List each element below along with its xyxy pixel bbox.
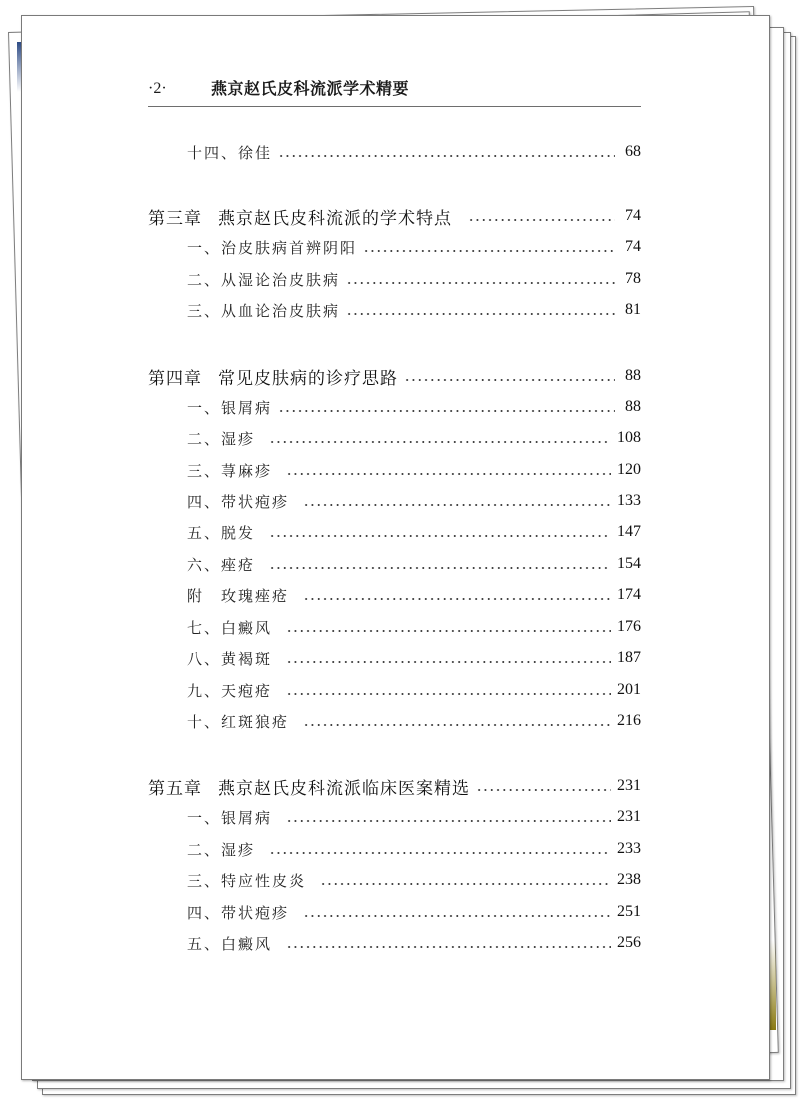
toc-entry-label: 三、荨麻疹 [187, 461, 273, 480]
dot-leader [278, 155, 615, 157]
toc-entry-page: 176 [617, 618, 641, 635]
toc-entry-page: 133 [617, 492, 641, 509]
chapter-name: 燕京赵氏皮科流派临床医案精选 [218, 778, 470, 799]
toc-entry-page: 238 [617, 871, 641, 888]
toc-entry-page: 233 [617, 840, 641, 857]
dot-leader [303, 504, 611, 506]
toc-entry-label: 四、带状疱疹 [187, 903, 290, 922]
dot-leader [269, 567, 611, 569]
dot-leader [363, 250, 615, 252]
toc-entry-page: 216 [617, 712, 641, 729]
toc-entry[interactable] [187, 646, 641, 670]
dot-leader [303, 915, 611, 917]
toc-entry[interactable] [187, 837, 641, 861]
running-head [148, 78, 641, 107]
dot-leader [286, 661, 611, 663]
toc-entry-label: 十、红斑狼疮 [187, 712, 290, 731]
toc-entry-page: 88 [625, 398, 641, 415]
dot-leader [286, 630, 611, 632]
dot-leader [269, 535, 611, 537]
toc-entry-page: 147 [617, 523, 641, 540]
toc-entry-page: 201 [617, 681, 641, 698]
toc-entry-page: 154 [617, 555, 641, 572]
toc-entry[interactable] [187, 900, 641, 924]
dot-leader [468, 219, 615, 221]
toc-chapter-heading[interactable] [148, 364, 641, 388]
toc-entry-page: 74 [625, 207, 641, 224]
toc-entry-label: 五、脱发 [187, 523, 256, 542]
chapter-number: 第四章 [148, 368, 202, 389]
toc-entry[interactable] [187, 140, 641, 164]
toc-entry[interactable] [187, 235, 641, 259]
toc-chapter-heading[interactable] [148, 204, 641, 228]
toc-entry[interactable] [187, 583, 641, 607]
dot-leader [269, 441, 611, 443]
page-folio: ·2· [148, 80, 167, 97]
toc-entry-label: 一、治皮肤病首辨阴阳 [187, 238, 358, 257]
dot-leader [269, 852, 611, 854]
toc-entry[interactable] [187, 709, 641, 733]
toc-entry-page: 174 [617, 586, 641, 603]
dot-leader [286, 693, 611, 695]
dot-leader [346, 313, 615, 315]
toc-chapter-heading[interactable] [148, 774, 641, 798]
chapter-title [148, 774, 470, 799]
toc-entry-label: 七、白癜风 [187, 618, 273, 637]
toc-entry-page: 88 [625, 367, 641, 384]
dot-leader [286, 473, 611, 475]
toc-entry[interactable] [187, 267, 641, 291]
toc-entry-label: 五、白癜风 [187, 934, 273, 953]
toc-entry-page: 187 [617, 649, 641, 666]
toc-entry-page: 108 [617, 429, 641, 446]
toc-entry[interactable] [187, 868, 641, 892]
toc-entry-label: 三、从血论治皮肤病 [187, 301, 341, 320]
toc-entry-label: 三、特应性皮炎 [187, 871, 307, 890]
toc-entry-page: 68 [625, 143, 641, 160]
chapter-name: 燕京赵氏皮科流派的学术特点 [218, 208, 452, 229]
toc-entry-label: 一、银屑病 [187, 398, 273, 417]
toc-entry[interactable] [187, 520, 641, 544]
dot-leader [320, 883, 611, 885]
toc-entry-label: 二、湿疹 [187, 429, 256, 448]
chapter-number: 第五章 [148, 778, 202, 799]
chapter-title [148, 204, 452, 229]
toc-entry-page: 120 [617, 461, 641, 478]
toc-entry-label: 二、湿疹 [187, 840, 256, 859]
toc-entry-page: 78 [625, 270, 641, 287]
toc-entry-label: 八、黄褐斑 [187, 649, 273, 668]
book-page [21, 15, 770, 1080]
toc-entry-page: 74 [625, 238, 641, 255]
toc-entry-label: 十四、徐佳 [187, 143, 273, 162]
toc-entry[interactable] [187, 426, 641, 450]
dot-leader [346, 282, 615, 284]
dot-leader [286, 820, 611, 822]
dot-leader [476, 789, 611, 791]
chapter-number: 第三章 [148, 208, 202, 229]
toc-entry-page: 251 [617, 903, 641, 920]
dot-leader [404, 379, 615, 381]
toc-entry[interactable] [187, 458, 641, 482]
chapter-title [148, 364, 398, 389]
toc-entry-label: 九、天疱疮 [187, 681, 273, 700]
dot-leader [303, 724, 611, 726]
toc-entry[interactable] [187, 552, 641, 576]
chapter-name: 常见皮肤病的诊疗思路 [218, 368, 398, 389]
dot-leader [278, 410, 615, 412]
toc-entry[interactable] [187, 489, 641, 513]
toc-entry-page: 256 [617, 934, 641, 951]
toc-entry-label: 附 玫瑰痤疮 [187, 586, 290, 605]
toc-entry[interactable] [187, 615, 641, 639]
book-title: 燕京赵氏皮科流派学术精要 [211, 79, 410, 98]
toc-entry[interactable] [187, 395, 641, 419]
toc-entry[interactable] [187, 931, 641, 955]
toc-entry-page: 231 [617, 808, 641, 825]
toc-entry-label: 四、带状疱疹 [187, 492, 290, 511]
toc-entry[interactable] [187, 298, 641, 322]
toc-entry-page: 231 [617, 777, 641, 794]
toc-entry[interactable] [187, 805, 641, 829]
toc-entry-label: 六、痤疮 [187, 555, 256, 574]
toc-entry-label: 一、银屑病 [187, 808, 273, 827]
toc-entry-label: 二、从湿论治皮肤病 [187, 270, 341, 289]
toc-entry-page: 81 [625, 301, 641, 318]
dot-leader [303, 598, 611, 600]
dot-leader [286, 946, 611, 948]
toc-entry[interactable] [187, 678, 641, 702]
